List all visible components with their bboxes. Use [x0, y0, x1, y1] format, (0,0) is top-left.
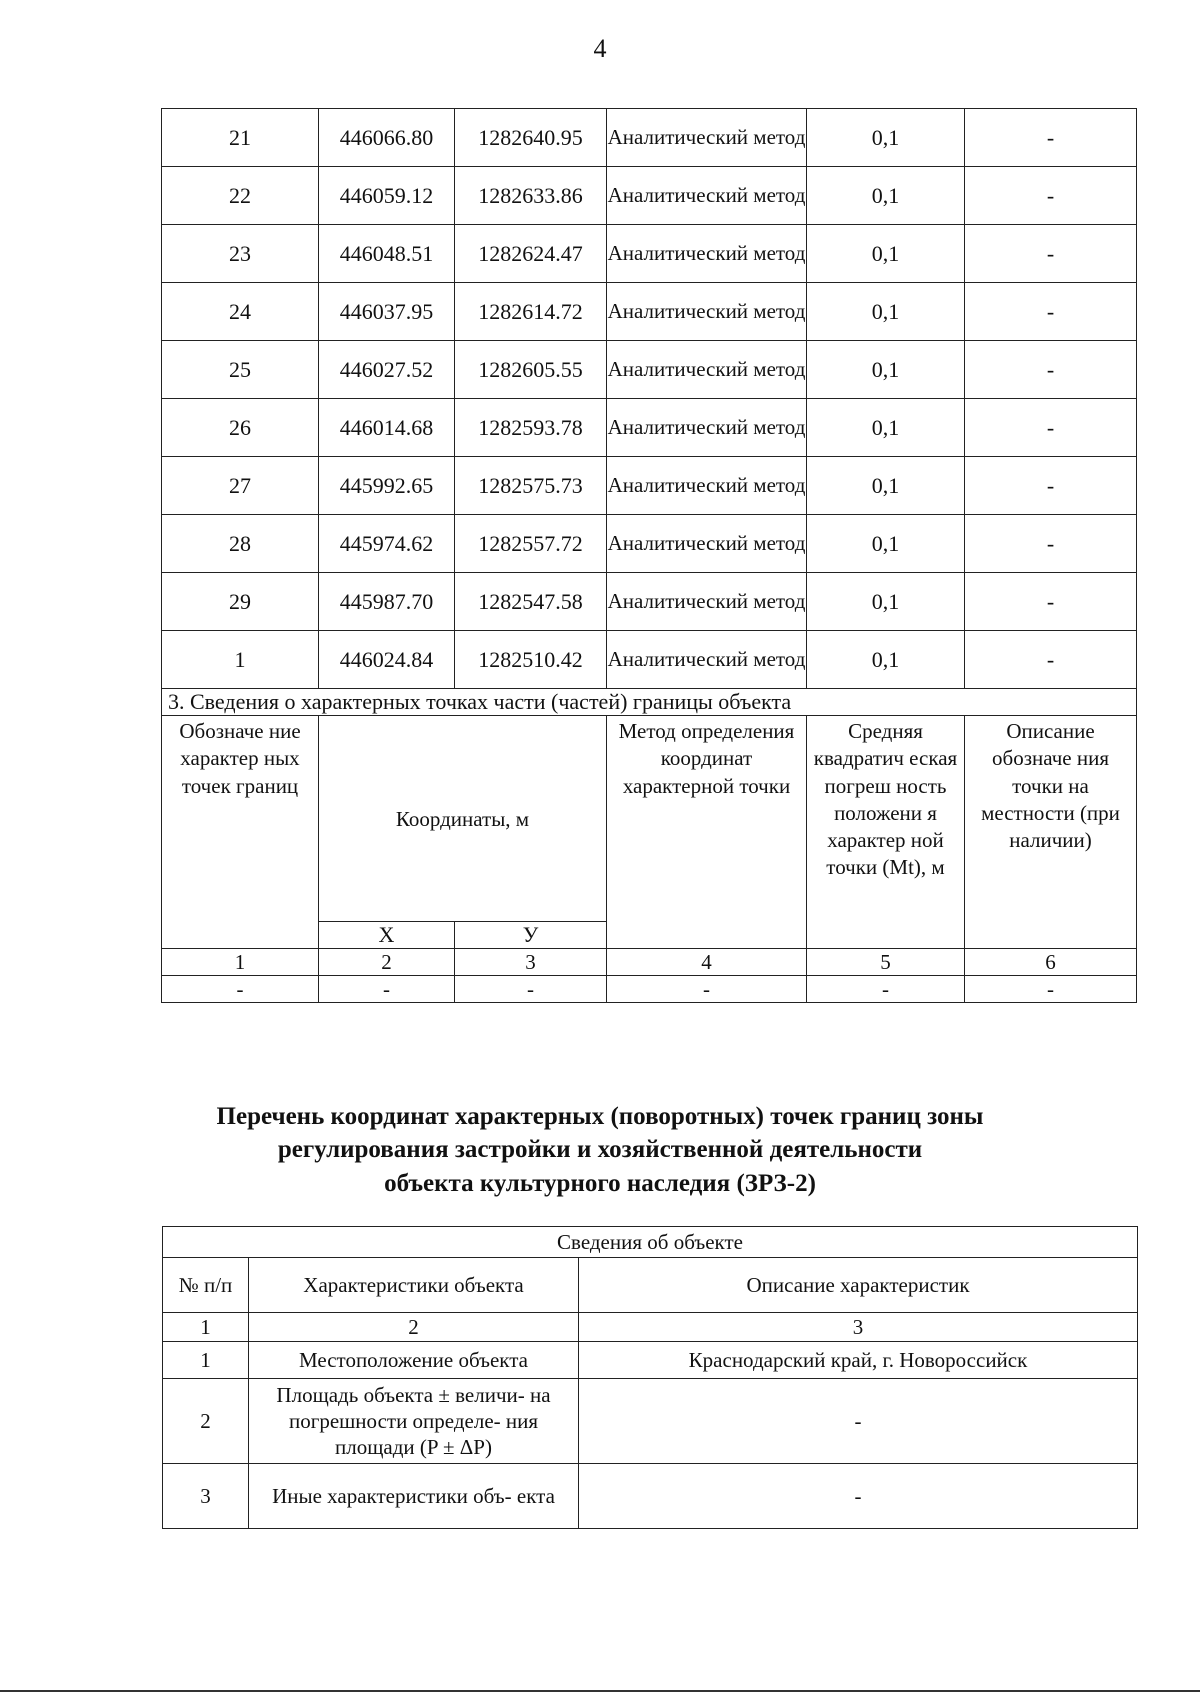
section-row — [162, 689, 1137, 716]
row-number: 3 — [163, 1464, 249, 1529]
point-method: Аналитический метод — [607, 631, 807, 689]
table-row — [162, 515, 1137, 573]
point-description: - — [965, 225, 1137, 283]
point-id: 26 — [162, 399, 319, 457]
table-row — [162, 341, 1137, 399]
characteristic-name: Площадь объекта ± величи- на погрешности определе- ния площади (P ± ΔP) — [249, 1379, 579, 1464]
point-description: - — [965, 515, 1137, 573]
point-description: - — [965, 283, 1137, 341]
point-x: 446014.68 — [319, 399, 455, 457]
point-id: 1 — [162, 631, 319, 689]
point-x: 446024.84 — [319, 631, 455, 689]
point-y: 1282614.72 — [455, 283, 607, 341]
point-x: 446048.51 — [319, 225, 455, 283]
table-row — [162, 573, 1137, 631]
point-id: 24 — [162, 283, 319, 341]
column-number-row — [163, 1313, 1138, 1342]
point-id: 29 — [162, 573, 319, 631]
point-x: 445987.70 — [319, 573, 455, 631]
empty-cell: - — [455, 976, 607, 1003]
header-description: Описание характеристик — [579, 1258, 1138, 1313]
point-error: 0,1 — [807, 631, 965, 689]
point-method: Аналитический метод — [607, 283, 807, 341]
point-method: Аналитический метод — [607, 457, 807, 515]
point-error: 0,1 — [807, 399, 965, 457]
point-x: 446059.12 — [319, 167, 455, 225]
point-error: 0,1 — [807, 515, 965, 573]
object-table — [162, 1226, 1138, 1529]
point-method: Аналитический метод — [607, 399, 807, 457]
point-id: 27 — [162, 457, 319, 515]
table-row — [162, 167, 1137, 225]
point-y: 1282547.58 — [455, 573, 607, 631]
point-error: 0,1 — [807, 341, 965, 399]
empty-cell: - — [965, 976, 1137, 1003]
point-y: 1282557.72 — [455, 515, 607, 573]
points-table — [161, 108, 1137, 1003]
empty-cell: - — [319, 976, 455, 1003]
table-row — [162, 631, 1137, 689]
characteristic-value: - — [579, 1379, 1138, 1464]
point-y: 1282575.73 — [455, 457, 607, 515]
column-number: 3 — [455, 949, 607, 976]
caption-row — [163, 1227, 1138, 1258]
point-error: 0,1 — [807, 167, 965, 225]
point-y: 1282593.78 — [455, 399, 607, 457]
header-coordinates: Координаты, м — [319, 716, 607, 922]
point-method: Аналитический метод — [607, 167, 807, 225]
section-title: 3. Сведения о характерных точках части (частей) границы объекта — [162, 689, 1137, 716]
point-x: 446066.80 — [319, 109, 455, 167]
point-y: 1282624.47 — [455, 225, 607, 283]
point-x: 445992.65 — [319, 457, 455, 515]
table-row — [162, 457, 1137, 515]
point-description: - — [965, 109, 1137, 167]
row-number: 2 — [163, 1379, 249, 1464]
point-x: 446027.52 — [319, 341, 455, 399]
point-y: 1282605.55 — [455, 341, 607, 399]
point-id: 22 — [162, 167, 319, 225]
header-num: № п/п — [163, 1258, 249, 1313]
column-number: 2 — [249, 1313, 579, 1342]
point-id: 23 — [162, 225, 319, 283]
list-title — [0, 1100, 1200, 1200]
header-y: У — [455, 922, 607, 949]
table-row — [162, 283, 1137, 341]
header-error: Средняя квадратич еская погреш ность положени я характер ной точки (Mt), м — [807, 716, 965, 949]
header-x: Х — [319, 922, 455, 949]
header-method: Метод определения координат характерной точки — [607, 716, 807, 949]
column-number: 5 — [807, 949, 965, 976]
point-description: - — [965, 457, 1137, 515]
header-description: Описание обозначе ния точки на местности (при наличии) — [965, 716, 1137, 949]
title-line: регулирования застройки и хозяйственной деятельности — [277, 1136, 923, 1164]
column-number: 1 — [163, 1313, 249, 1342]
characteristic-value: Краснодарский край, г. Новороссийск — [579, 1342, 1138, 1379]
empty-cell: - — [607, 976, 807, 1003]
point-error: 0,1 — [807, 283, 965, 341]
column-number: 6 — [965, 949, 1137, 976]
point-id: 28 — [162, 515, 319, 573]
header-designation: Обозначе ние характер ных точек границ — [162, 716, 319, 949]
point-method: Аналитический метод — [607, 109, 807, 167]
row-number: 1 — [163, 1342, 249, 1379]
point-y: 1282510.42 — [455, 631, 607, 689]
point-description: - — [965, 573, 1137, 631]
table-row — [162, 225, 1137, 283]
table-row — [162, 399, 1137, 457]
characteristic-name: Местоположение объекта — [249, 1342, 579, 1379]
point-description: - — [965, 631, 1137, 689]
title-line: объекта культурного наследия (ЗРЗ-2) — [384, 1169, 816, 1197]
point-method: Аналитический метод — [607, 573, 807, 631]
point-method: Аналитический метод — [607, 225, 807, 283]
header-row — [163, 1258, 1138, 1313]
column-number-row — [162, 949, 1137, 976]
point-description: - — [965, 399, 1137, 457]
point-description: - — [965, 167, 1137, 225]
characteristic-name: Иные характеристики объ- екта — [249, 1464, 579, 1529]
empty-row — [162, 976, 1137, 1003]
characteristic-value: - — [579, 1464, 1138, 1529]
object-caption: Сведения об объекте — [163, 1227, 1138, 1258]
point-id: 21 — [162, 109, 319, 167]
point-error: 0,1 — [807, 109, 965, 167]
title-line: Перечень координат характерных (поворотных) точек границ зоны — [216, 1103, 984, 1130]
table-row — [162, 109, 1137, 167]
empty-cell: - — [807, 976, 965, 1003]
point-y: 1282633.86 — [455, 167, 607, 225]
page-bottom-line — [0, 1690, 1200, 1692]
table-row — [163, 1379, 1138, 1464]
point-id: 25 — [162, 341, 319, 399]
empty-cell: - — [162, 976, 319, 1003]
header-characteristics: Характеристики объекта — [249, 1258, 579, 1313]
table-row — [163, 1342, 1138, 1379]
point-error: 0,1 — [807, 573, 965, 631]
point-method: Аналитический метод — [607, 341, 807, 399]
point-x: 446037.95 — [319, 283, 455, 341]
point-error: 0,1 — [807, 225, 965, 283]
column-number: 1 — [162, 949, 319, 976]
point-method: Аналитический метод — [607, 515, 807, 573]
page-number: 4 — [593, 34, 607, 63]
column-number: 2 — [319, 949, 455, 976]
table-row — [163, 1464, 1138, 1529]
point-y: 1282640.95 — [455, 109, 607, 167]
point-description: - — [965, 341, 1137, 399]
header-row — [162, 716, 1137, 922]
point-error: 0,1 — [807, 457, 965, 515]
column-number: 3 — [579, 1313, 1138, 1342]
point-x: 445974.62 — [319, 515, 455, 573]
column-number: 4 — [607, 949, 807, 976]
